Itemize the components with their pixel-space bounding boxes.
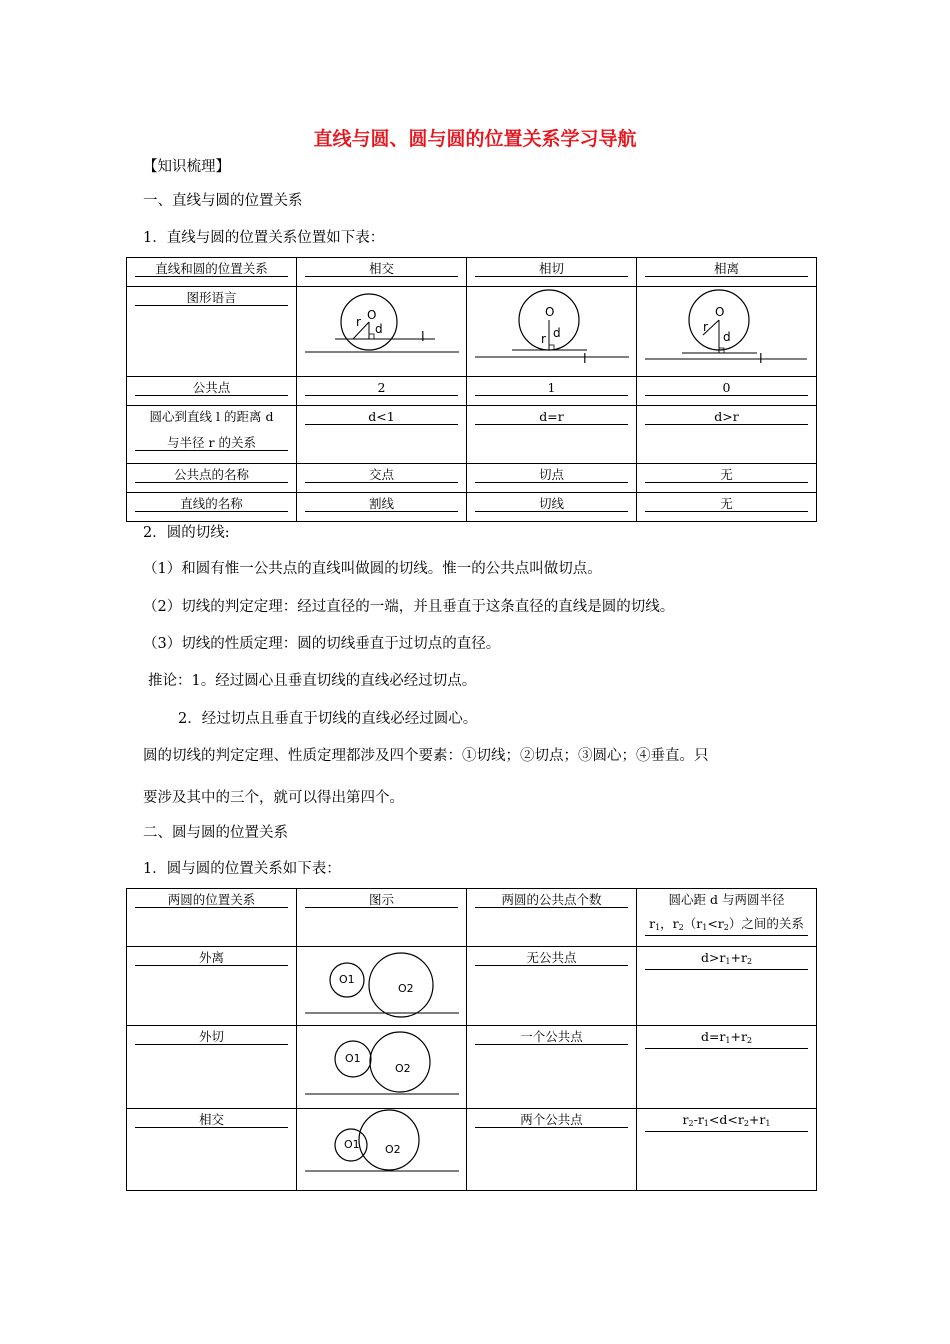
row-label: 外离 xyxy=(127,947,297,1026)
svg-text:l: l xyxy=(583,352,587,367)
figure-external xyxy=(297,947,467,1026)
row-label: 外切 xyxy=(127,1026,297,1109)
row-value: 无 xyxy=(637,493,817,522)
header-cell: 圆心距 d 与两圆半径 $r_1$，$r_2(r_1<r_2)$之间的关系 xyxy=(637,889,817,947)
row-label: 相交 xyxy=(127,1109,297,1191)
svg-text:d: d xyxy=(553,326,561,340)
section2-intro: 1．圆与圆的位置关系如下表： xyxy=(143,861,341,877)
intersecting-circles-figure xyxy=(297,1109,467,1187)
row-value: 2 xyxy=(297,377,467,406)
points-cell: 一个公共点 xyxy=(467,1026,637,1109)
svg-text:r: r xyxy=(541,332,546,346)
corollary-1: 推论：1。经过圆心且垂直切线的直线必经过切点。 xyxy=(148,673,477,689)
row-label: 公共点 xyxy=(127,377,297,406)
tangent-p2: （2）切线的判定定理：经过直径的一端，并且垂直于这条直径的直线是圆的切线。 xyxy=(143,599,675,615)
section1-intro: 1．直线与圆的位置关系位置如下表： xyxy=(143,230,385,246)
svg-text:O2: O2 xyxy=(385,1143,401,1156)
summary-line2: 要涉及其中的三个，就可以得出第四个。 xyxy=(143,790,404,806)
relation-tangent: $d=r_1+r_2$ xyxy=(645,1029,808,1049)
tangent-figure xyxy=(467,287,637,373)
header-cell: 两圆的公共点个数 xyxy=(467,889,637,947)
svg-text:O1: O1 xyxy=(339,973,355,986)
row-label: 直线的名称 xyxy=(127,493,297,522)
relation-intersect: $r_2-r_1<d<r_2+r_1$ xyxy=(645,1112,808,1132)
header-cell: 直线和圆的位置关系 xyxy=(127,258,297,287)
row-value: d<1 xyxy=(297,406,467,464)
row-value: 无 xyxy=(637,464,817,493)
circle-circle-table xyxy=(126,888,817,1191)
header-cell: 图示 xyxy=(297,889,467,947)
svg-text:O: O xyxy=(715,305,725,319)
relation-cell xyxy=(637,947,817,1026)
intersect-figure xyxy=(297,287,467,373)
section1-heading: 一、直线与圆的位置关系 xyxy=(143,193,303,209)
svg-text:d: d xyxy=(375,322,383,336)
section2-heading: 二、圆与圆的位置关系 xyxy=(143,825,288,841)
corollary-2: 2．经过切点且垂直于切线的直线必经过圆心。 xyxy=(178,711,478,727)
row-value: 交点 xyxy=(297,464,467,493)
figure-label-cell: 图形语言 xyxy=(127,287,297,377)
header-cell: 相切 xyxy=(467,258,637,287)
row-value: 切线 xyxy=(467,493,637,522)
svg-text:O: O xyxy=(545,305,555,319)
row-value: d=r xyxy=(467,406,637,464)
svg-text:O: O xyxy=(367,308,377,322)
tangent-p3: （3）切线的性质定理：圆的切线垂直于过切点的直径。 xyxy=(143,636,501,652)
row-value: 割线 xyxy=(297,493,467,522)
page-title: 直线与圆、圆与圆的位置关系学习导航 xyxy=(313,128,637,150)
svg-text:r: r xyxy=(356,315,361,329)
external-tangent-figure xyxy=(297,1026,467,1105)
header-cell: 两圆的位置关系 xyxy=(127,889,297,947)
svg-text:d: d xyxy=(723,330,731,344)
svg-text:O2: O2 xyxy=(398,982,414,995)
svg-text:l: l xyxy=(759,352,763,367)
points-cell: 两个公共点 xyxy=(467,1109,637,1191)
row-value: 0 xyxy=(637,377,817,406)
header-cell: 相离 xyxy=(637,258,817,287)
line-circle-table xyxy=(126,257,817,522)
relation-cell xyxy=(637,1109,817,1191)
knowledge-header: 【知识梳理】 xyxy=(143,159,230,175)
relation-external: $d>r_1+r_2$ xyxy=(645,950,808,970)
tangent-p1: （1）和圆有惟一公共点的直线叫做圆的切线。惟一的公共点叫做切点。 xyxy=(143,561,602,577)
svg-text:O1: O1 xyxy=(345,1052,361,1065)
svg-text:O2: O2 xyxy=(395,1062,411,1075)
points-cell: 无公共点 xyxy=(467,947,637,1026)
svg-text:O1: O1 xyxy=(344,1138,360,1151)
separate-figure xyxy=(637,287,817,373)
figure-separate xyxy=(637,287,817,377)
row-value: 切点 xyxy=(467,464,637,493)
summary-line1: 圆的切线的判定定理、性质定理都涉及四个要素：①切线；②切点；③圆心；④垂直。只 xyxy=(143,748,709,764)
relation-cell xyxy=(637,1026,817,1109)
row-value: 1 xyxy=(467,377,637,406)
header4-line2: $r_1$，$r_2(r_1<r_2)$之间的关系 xyxy=(645,916,808,936)
tangent-heading: 2．圆的切线: xyxy=(143,525,230,541)
header-cell: 相交 xyxy=(297,258,467,287)
figure-intersect xyxy=(297,287,467,377)
svg-text:l: l xyxy=(421,330,425,345)
row-label: 圆心到直线 l 的距离 d 与半径 r 的关系 xyxy=(127,406,297,464)
figure-intersect2 xyxy=(297,1109,467,1191)
external-figure xyxy=(297,947,467,1022)
figure-tangent xyxy=(467,287,637,377)
row-value: d>r xyxy=(637,406,817,464)
figure-tangent2 xyxy=(297,1026,467,1109)
svg-text:r: r xyxy=(703,320,708,334)
row-label: 公共点的名称 xyxy=(127,464,297,493)
